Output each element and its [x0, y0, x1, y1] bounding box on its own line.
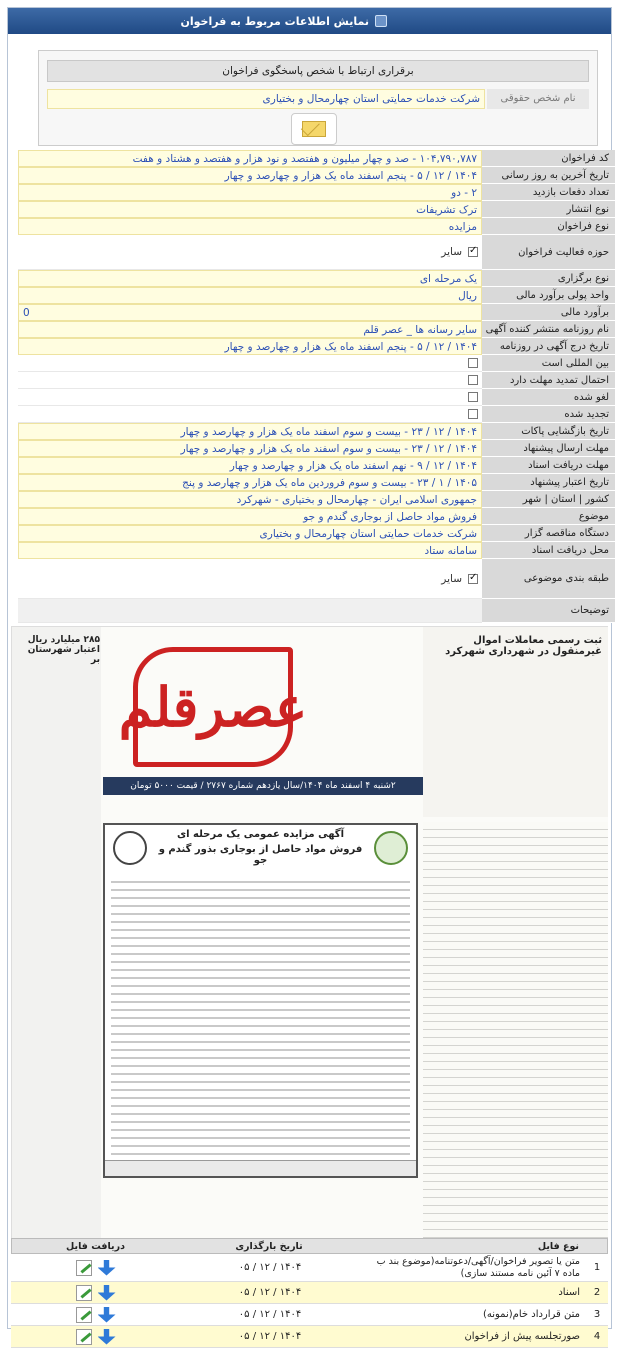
field-row	[18, 423, 615, 440]
field-value: سایر رسانه ها _ عصر قلم	[18, 321, 482, 338]
contact-label: نام شخص حقوقی	[487, 89, 589, 109]
table-row	[11, 1282, 608, 1304]
field-label: نام روزنامه منتشر کننده آگهی	[482, 321, 615, 338]
field-row	[18, 491, 615, 508]
category-checkbox[interactable]	[468, 574, 478, 584]
field-label: طبقه بندی موضوعی	[482, 559, 615, 599]
contact-box	[38, 50, 598, 146]
field-row	[18, 542, 615, 559]
field-label: نوع فراخوان	[482, 218, 615, 235]
field-label: برآورد مالی	[482, 304, 615, 321]
table-row	[11, 1304, 608, 1326]
edit-icon[interactable]	[76, 1307, 92, 1323]
envelope-icon	[302, 121, 326, 137]
field-value: مزایده	[18, 218, 482, 235]
field-label: بین المللی است	[482, 355, 615, 372]
field-value: شرکت خدمات حمایتی استان چهارمحال و بختیاری	[18, 525, 482, 542]
field-label: تاریخ آخرین به روز رسانی	[482, 167, 615, 184]
field-row	[18, 474, 615, 491]
send-message-button[interactable]	[291, 113, 337, 145]
newspaper-masthead	[103, 627, 423, 777]
row-file-name: متن قرارداد خام(نمونه)	[482, 1309, 580, 1320]
row-date: ۱۴۰۴ / ۱۲ / ۰۵	[238, 1287, 302, 1298]
field-row	[18, 525, 615, 542]
field-value: ۱۴۰۴ / ۱۲ / ۵ - پنجم اسفند ماه یک هزار و چهارصد و چهار	[18, 167, 482, 184]
field-value: ۱۴۰۴ / ۱۲ / ۹ - نهم اسفند ماه یک هزار و چهارصد و چهار	[18, 457, 482, 474]
left-headline: ۲۸۵ میلیارد ریال اعتبار شهرستان بر	[27, 635, 100, 665]
edit-icon[interactable]	[76, 1260, 92, 1276]
row-date: ۱۴۰۴ / ۱۲ / ۰۵	[238, 1262, 302, 1273]
newspaper-right-block	[423, 627, 608, 817]
field-row	[18, 457, 615, 474]
files-table	[11, 1238, 608, 1342]
field-label: توضیحات	[482, 599, 615, 623]
international-checkbox[interactable]	[468, 358, 478, 368]
field-label: تاریخ بازگشایی پاکات	[482, 423, 615, 440]
field-label: تاریخ درج آگهی در روزنامه	[482, 338, 615, 355]
field-row	[18, 559, 615, 599]
field-label: مهلت دریافت اسناد	[482, 457, 615, 474]
field-value	[18, 389, 482, 406]
field-value: فروش مواد حاصل از بوجاری گندم و جو	[18, 508, 482, 525]
jihad-seal-icon	[113, 831, 147, 865]
field-row	[18, 321, 615, 338]
download-icon[interactable]	[98, 1307, 116, 1323]
field-row	[18, 270, 615, 287]
field-label: موضوع	[482, 508, 615, 525]
info-icon	[375, 15, 387, 27]
field-row	[18, 508, 615, 525]
field-row	[18, 235, 615, 270]
field-value	[18, 235, 482, 270]
field-label: کشور | استان | شهر	[482, 491, 615, 508]
cancelled-checkbox[interactable]	[468, 392, 478, 402]
contact-header-button[interactable]: برقراری ارتباط با شخص پاسخگوی فراخوان	[47, 60, 589, 82]
field-label: لغو شده	[482, 389, 615, 406]
row-date: ۱۴۰۴ / ۱۲ / ۰۵	[238, 1309, 302, 1320]
field-value	[18, 559, 482, 599]
newspaper-right-column	[423, 822, 608, 1238]
field-value	[18, 599, 482, 623]
field-value	[18, 372, 482, 389]
activity-checkbox[interactable]	[468, 247, 478, 257]
field-label: دستگاه مناقصه گزار	[482, 525, 615, 542]
table-row	[11, 1254, 608, 1282]
renewed-checkbox[interactable]	[468, 409, 478, 419]
download-icon[interactable]	[98, 1329, 116, 1345]
panel-title: نمایش اطلاعات مربوط به فراخوان	[180, 14, 369, 28]
field-row	[18, 201, 615, 218]
row-index: 1	[593, 1262, 601, 1273]
field-label: مهلت ارسال پیشنهاد	[482, 440, 615, 457]
field-label: حوزه فعالیت فراخوان	[482, 235, 615, 270]
field-label: احتمال تمدید مهلت دارد	[482, 372, 615, 389]
field-label: تاریخ اعتبار پیشنهاد	[482, 474, 615, 491]
files-table-header	[11, 1238, 608, 1254]
auction-ad	[103, 823, 418, 1178]
panel-title-bar	[8, 8, 611, 34]
field-label: واحد پولی برآورد مالی	[482, 287, 615, 304]
field-value: ۱۰۴,۷۹۰,۷۸۷ - صد و چهار میلیون و هفتصد و نود هزار و هفتصد و هشتاد و هفت	[18, 150, 482, 167]
field-label: تجدید شده	[482, 406, 615, 423]
category-text: سایر	[441, 572, 462, 585]
col-upload-date: تاریخ بارگذاری	[235, 1240, 303, 1252]
field-row	[18, 372, 615, 389]
field-row	[18, 304, 615, 321]
edit-icon[interactable]	[76, 1329, 92, 1345]
contact-value: شرکت خدمات حمایتی استان چهارمحال و بختیاری	[47, 89, 485, 109]
org-seal-icon	[374, 831, 408, 865]
field-value	[18, 406, 482, 423]
row-file-name: متن یا تصویر فراخوان/آگهی/دعوتنامه(موضوع بند ب ماده ۷ آئین نامه مستند سازی)	[376, 1255, 580, 1279]
field-value: 0	[18, 304, 482, 321]
field-row	[18, 406, 615, 423]
field-value: سامانه ستاد	[18, 542, 482, 559]
field-value: ریال	[18, 287, 482, 304]
table-row	[11, 1326, 608, 1348]
row-index: 2	[593, 1287, 601, 1298]
field-label: نوع انتشار	[482, 201, 615, 218]
field-value: جمهوری اسلامی ایران - چهارمحال و بختیاری - شهرکرد	[18, 491, 482, 508]
col-download: دریافت فایل	[66, 1240, 125, 1252]
field-row	[18, 355, 615, 372]
field-row	[18, 218, 615, 235]
field-row	[18, 338, 615, 355]
field-row	[18, 184, 615, 201]
row-file-name: اسناد	[558, 1287, 580, 1298]
newspaper-logo: عصرقلم	[133, 647, 293, 767]
field-row	[18, 599, 615, 623]
field-value: یک مرحله ای	[18, 270, 482, 287]
field-value: ترک تشریفات	[18, 201, 482, 218]
field-label: نوع برگزاری	[482, 270, 615, 287]
field-row	[18, 440, 615, 457]
extension-checkbox[interactable]	[468, 375, 478, 385]
field-value	[18, 355, 482, 372]
col-file-type: نوع فایل	[537, 1240, 579, 1252]
ad-title	[155, 829, 366, 865]
field-row	[18, 167, 615, 184]
ad-footer	[105, 1160, 416, 1176]
field-value: ۱۴۰۴ / ۱۲ / ۲۳ - بیست و سوم اسفند ماه یک هزار و چهارصد و چهار	[18, 423, 482, 440]
download-icon[interactable]	[98, 1285, 116, 1301]
right-headline: ثبت رسمی معاملات اموال غیرمنقول در شهرداری شهرکرد	[445, 635, 602, 657]
row-date: ۱۴۰۴ / ۱۲ / ۰۵	[238, 1331, 302, 1342]
edit-icon[interactable]	[76, 1285, 92, 1301]
ad-title-line2: فروش مواد حاصل از بوجاری بذور گندم و جو	[158, 844, 363, 866]
field-value: ۱۴۰۴ / ۱۲ / ۲۳ - بیست و سوم اسفند ماه یک هزار و چهارصد و چهار	[18, 440, 482, 457]
ad-body-text	[111, 875, 410, 1158]
newspaper-date-line: ۲شنبه ۴ اسفند ماه ۱۴۰۴/سال یازدهم شماره ۲۷۶۷ / قیمت ۵۰۰۰ تومان	[103, 777, 423, 795]
download-icon[interactable]	[98, 1260, 116, 1276]
ad-title-line1: آگهی مزایده عمومی یک مرحله ای	[176, 829, 345, 840]
field-value: ۱۴۰۵ / ۱ / ۲۳ - بیست و سوم فروردین ماه یک هزار و چهارصد و پنج	[18, 474, 482, 491]
newspaper-left-column	[11, 627, 101, 1238]
field-row	[18, 287, 615, 304]
field-label: محل دریافت اسناد	[482, 542, 615, 559]
row-index: 4	[593, 1331, 601, 1342]
row-index: 3	[593, 1309, 601, 1320]
row-file-name: صورتجلسه پیش از فراخوان	[464, 1331, 580, 1342]
field-value: ۱۴۰۴ / ۱۲ / ۵ - پنجم اسفند ماه یک هزار و چهارصد و چهار	[18, 338, 482, 355]
newspaper-ad-image	[11, 626, 608, 1238]
field-row	[18, 150, 615, 167]
field-row	[18, 389, 615, 406]
field-label: تعداد دفعات بازدید	[482, 184, 615, 201]
field-label: کد فراخوان	[482, 150, 615, 167]
field-value: ۲ - دو	[18, 184, 482, 201]
activity-text: سایر	[441, 246, 462, 258]
